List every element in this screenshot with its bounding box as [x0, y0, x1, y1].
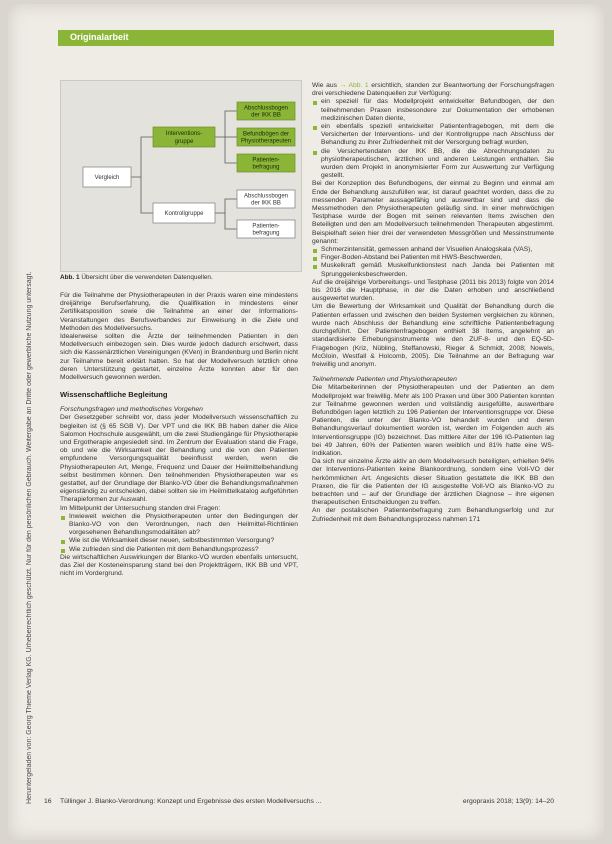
- data-sources-list: [312, 98, 554, 180]
- node-vergleich: [83, 167, 131, 187]
- node-befundboegen: [237, 128, 295, 146]
- node-abschluss-ig-line1: Abschlussbogen: [243, 105, 289, 112]
- node-abschluss-kg-line1: Abschlussbogen: [243, 193, 289, 200]
- node-abschluss-ig-line2: der IKK BB: [251, 112, 281, 119]
- section-header-band: [58, 30, 554, 46]
- left-closing-paragraph: Die wirtschaftlichen Auswirkungen der Blanko-VO wurden ebenfalls untersucht, das Ziel der Kosteneinsparung stand bei den Projektträgern, IKK BB und VPT, nicht im Vordergrund.: [60, 553, 298, 578]
- node-vergleich-label: Vergleich: [94, 175, 120, 181]
- right-paragraph-befundbogen: Bei der Konzeption des Befundbogens, der einmal zu Beginn und einmal am Ende der Behandlung auszufüllen war, ist darauf geachtet worden, dass die zu messenden Parameter aussagefähig und auswertbar sind und dass die Messmethoden den Physiotherapeuten geläufig sind. In einer mehrwöchigen Testphase wurde der Bogen mit seinen relevanten Items zwischen den Beteiligten und den am Modellversuch teilnehmenden Therapeuten abgestimmt. Beispielhaft seien hier drei der verwendeten Messgrößen und Messinstrumente genannt:: [312, 180, 554, 245]
- data-sources-diagram: [61, 81, 301, 271]
- connector-vergleich-kontroll: [141, 177, 153, 213]
- node-interventions-line2: gruppe: [174, 139, 194, 145]
- right-text-column: [312, 82, 554, 524]
- connector-kontroll-abschluss: [215, 199, 237, 213]
- connector-interventions-abschluss: [215, 111, 237, 137]
- figure-caption-text: Übersicht über die verwendeten Datenquellen.: [81, 274, 213, 281]
- right-paragraph-teilnehmer: Die Mitarbeiterinnen der Physiotherapeuten und der Patienten an dem Modellprojekt war freiwillig. Mehr als 100 Praxen und über 300 Patienten konnten zur Teilnahme gewonnen werden und vollständig ausgefüllte, auswertbare Befundbögen lagen letztlich zu 196 Patienten der Interventionsgruppe vor. Diese Patienten, die unter der Blanko-VO behandelt wurden und deren Behandlungsverlauf dokumentiert worden ist, werden im Folgenden auch als Interventionsgruppe (IG) bezeichnet. Das mittlere Alter der 196 IG-Patienten lag bei 49 Jahren, 60% der Patienten waren weiblich und 81% hatte eine WS-Indikation.: [312, 384, 554, 457]
- right-paragraph-phases: Auf die dreijährige Vorbereitungs- und Testphase (2011 bis 2013) folgte von 2014 bis 2016 die Hauptphase, in der die Daten erhoben und anschließend ausgewertet wurden.: [312, 278, 554, 303]
- data-source-item: ein ebenfalls speziell entwickelter Patientenfragebogen, mit dem die Versicherten der Interventions- und der Kontrollgruppe nach Abschluss der Behandlung zu ihrer Zufriedenheit mit der Versorgung befragt wurden,: [312, 123, 554, 148]
- node-befunde-line1: Befundbögen der: [242, 131, 290, 138]
- page-number: 16: [44, 798, 52, 805]
- left-paragraph-evaluation: Der Gesetzgeber schreibt vor, dass jeder Modellversuch wissenschaftlich zu begleiten ist (§ 65 SGB V). Der VPT und die IKK BB haben daher die Alice Salomon Hochschule ausgewählt, um die zwei Studiengänge für Physiotherapie und Ergotherapie angesiedelt sind. Im Zentrum der Evaluation stand die Frage, ob und wie die Wirksamkeit der Behandlung und die von den Patienten empfundene Versorgungsqualität beeinflusst werden, wenn die Physiotherapeuten Art, Menge, Frequenz und Dauer der Heilmittelbehandlung selbst bestimmen können. Den teilnehmenden Physiotherapeuten war es gestattet, auf der Grundlage der Blanko-VO über die Behandlungsmaßnahmen eigenständig zu entscheiden, dabei sollten sie im Heilmittelkatalog aufgeführten Therapieformen zur Auswahl.: [60, 414, 298, 504]
- research-question: Wie ist die Wirksamkeit dieser neuen, selbstbestimmten Versorgung?: [60, 537, 298, 545]
- heading-wissenschaftliche-begleitung: Wissenschaftliche Begleitung: [60, 390, 168, 400]
- node-abschlussbogen-ig: [237, 102, 295, 120]
- left-text-column: [60, 292, 298, 579]
- page-footer: [44, 798, 554, 808]
- node-befunde-line2: Physiotherapeuten: [240, 138, 292, 145]
- node-patientenbefragung-ig: [237, 154, 295, 172]
- research-question: Inwieweit weichen die Physiotherapeuten unter den Bedingungen der Blanko-VO von den Verordnungen, nach den Heilmittel-Richtlinien vorgesehenen Behandlungsmodalitäten ab?: [60, 513, 298, 538]
- node-kontroll-label: Kontrollgruppe: [164, 211, 204, 217]
- left-list-intro: Im Mittelpunkt der Untersuchung standen drei Fragen:: [60, 504, 221, 512]
- research-question: Wie zufrieden sind die Patienten mit dem Behandlungsprozess?: [60, 546, 298, 554]
- node-kontrollgruppe: [153, 203, 215, 223]
- data-source-item: die Versichertendaten der IKK BB, die die Abrechnungsdaten zu physiotherapeutischen, ärztlichen und anderen Leistungen enthalten. Sie wurden dem Projekt in anonymisierter Form zur Auswertung zur Verfügung gestellt.: [312, 148, 554, 181]
- node-interventions-line1: Interventions-: [165, 131, 203, 137]
- node-patienten-kg-line1: Patienten-: [252, 223, 280, 230]
- node-abschluss-kg-line2: der IKK BB: [251, 200, 281, 207]
- right-paragraph-aerzte: Da sich nur einzelne Ärzte aktiv an dem Modellversuch beteiligten, erhielten 94% der Interventions-Patienten keine Blankoordnung, sondern eine Voll-VO der herkömmlichen Art. Angesichts dieser Situation gestattete die IKK BB den Praxen, die für die Patienten der IG ausgestellte Voll-VO als Blanko-VO zu betrachten und – auf der Grundlage der ärztlichen Diagnose – ihre eigenen therapeutischen Entscheidungen zu treffen.: [312, 458, 554, 507]
- right-intro-after: ersichtlich, standen zur Beantwortung der Forschungsfragen drei verschiedene Datenquellen zur Verfügung:: [312, 82, 554, 98]
- connector-vergleich-interventions: [131, 137, 153, 177]
- footer-citation: Tüllinger J. Blanko-Verordnung: Konzept und Ergebnisse des ersten Modellversuchs ...: [60, 798, 322, 805]
- journal-page: [8, 4, 604, 840]
- node-patienten-kg-line2: befragung: [252, 230, 280, 237]
- subheading-forschungsfragen: Forschungsfragen und methodisches Vorgehen: [60, 406, 203, 414]
- data-sources-figure: [60, 80, 302, 272]
- measure-item: Schmerzintensität, gemessen anhand der Visuellen Analogskala (VAS),: [312, 246, 554, 254]
- right-intro-paragraph: [312, 82, 554, 98]
- data-source-item: ein speziell für das Modellprojekt entwickelter Befundbogen, der den teilnehmenden Praxen insbesondere zur Dokumentation der erhobenen medizinischen Daten diente,: [312, 98, 554, 123]
- node-interventionsgruppe: [153, 127, 215, 147]
- node-patientenbefragung-kg: [237, 220, 295, 238]
- connector-interventions-patienten: [225, 137, 237, 163]
- left-paragraph-kven: Idealerweise sollten die Ärzte der teilnehmenden Patienten in den Modellversuch einbezogen sein. Dies wurde jedoch dadurch erschwert, dass sich die Kassenärztlichen Vereinigungen (KVen) in Brandenburg und Berlin nicht zur Teilnahme bereit erklärt hatten. So hat der Modellversuch letztlich ohne deren Unterstützung gestartet, einzelne Ärzte konnten aber für den Modellversuch gewonnen werden.: [60, 333, 298, 382]
- footer-journal: ergopraxis 2018; 13(9): 14–20: [462, 798, 554, 805]
- left-intro-paragraph: Für die Teilnahme der Physiotherapeuten in der Praxis waren eine mindestens dreijährige Berufserfahrung, die Qualifikation in mindestens einer Zertifikatsposition sowie die Teilnahme an einer der Informations-Veranstaltungen des Berufsverbandes zur Einweisung in die Ziele und Methoden des Modellversuchs.: [60, 292, 298, 332]
- node-patienten-ig-line1: Patienten-: [252, 157, 280, 164]
- section-label: Originalarbeit: [70, 32, 129, 42]
- measure-item: Finger-Boden-Abstand bei Patienten mit HWS-Beschwerden,: [312, 254, 554, 262]
- research-questions-list: [60, 513, 298, 554]
- node-patienten-ig-line2: befragung: [252, 164, 280, 171]
- measure-item: Muskelkraft gemäß Muskelfunktionstest nach Janda bei Patienten mit Sprunggelenksbeschwerden.: [312, 262, 554, 278]
- figure-caption-label: Abb. 1: [60, 274, 80, 281]
- right-paragraph-postalisch: An der postalischen Patientenbefragung zum Behandlungserfolg und zur Zufriedenheit mit dem Behandlungsprozess nahmen 171: [312, 507, 554, 523]
- node-abschlussbogen-kg: [237, 190, 295, 208]
- copyright-side-note: Heruntergeladen von: Georg Thieme Verlag KG. Urheberrechtlich geschützt. Nur für den persönlichen Gebrauch. Weitergabe an Dritte oder gewerbliche Nutzung untersagt.: [26, 271, 33, 804]
- figure-caption: [60, 274, 300, 282]
- figure-reference-link[interactable]: → Abb. 1: [339, 82, 369, 89]
- right-paragraph-befragung: Um die Bewertung der Wirksamkeit und Qualität der Behandlung durch die Patienten erfassen und zwischen den beiden Systemen vergleichen zu können, wurde nach Abschluss der Behandlung eine schriftliche Patientenbefragung durchgeführt. Der Patientenfragebogen enthielt 38 Items, angelehnt an standardisierte Erhebungsinstrumente wie den ZUF-8- und den EQ-5D-Fragebogen (Kriz, Nübling, Steffanowski, Rieger & Schmidt, 2008; Nowels, McGloin, Westfall & Holcomb, 2005). Die Teilnahme an der Befragung war freiwillig und anonym.: [312, 303, 554, 368]
- measures-list: [312, 246, 554, 279]
- connector-kontroll-patienten: [225, 213, 237, 229]
- subheading-teilnehmende: Teilnehmende Patienten und Physiotherapeuten: [312, 376, 457, 384]
- right-intro-before: Wie aus: [312, 82, 337, 89]
